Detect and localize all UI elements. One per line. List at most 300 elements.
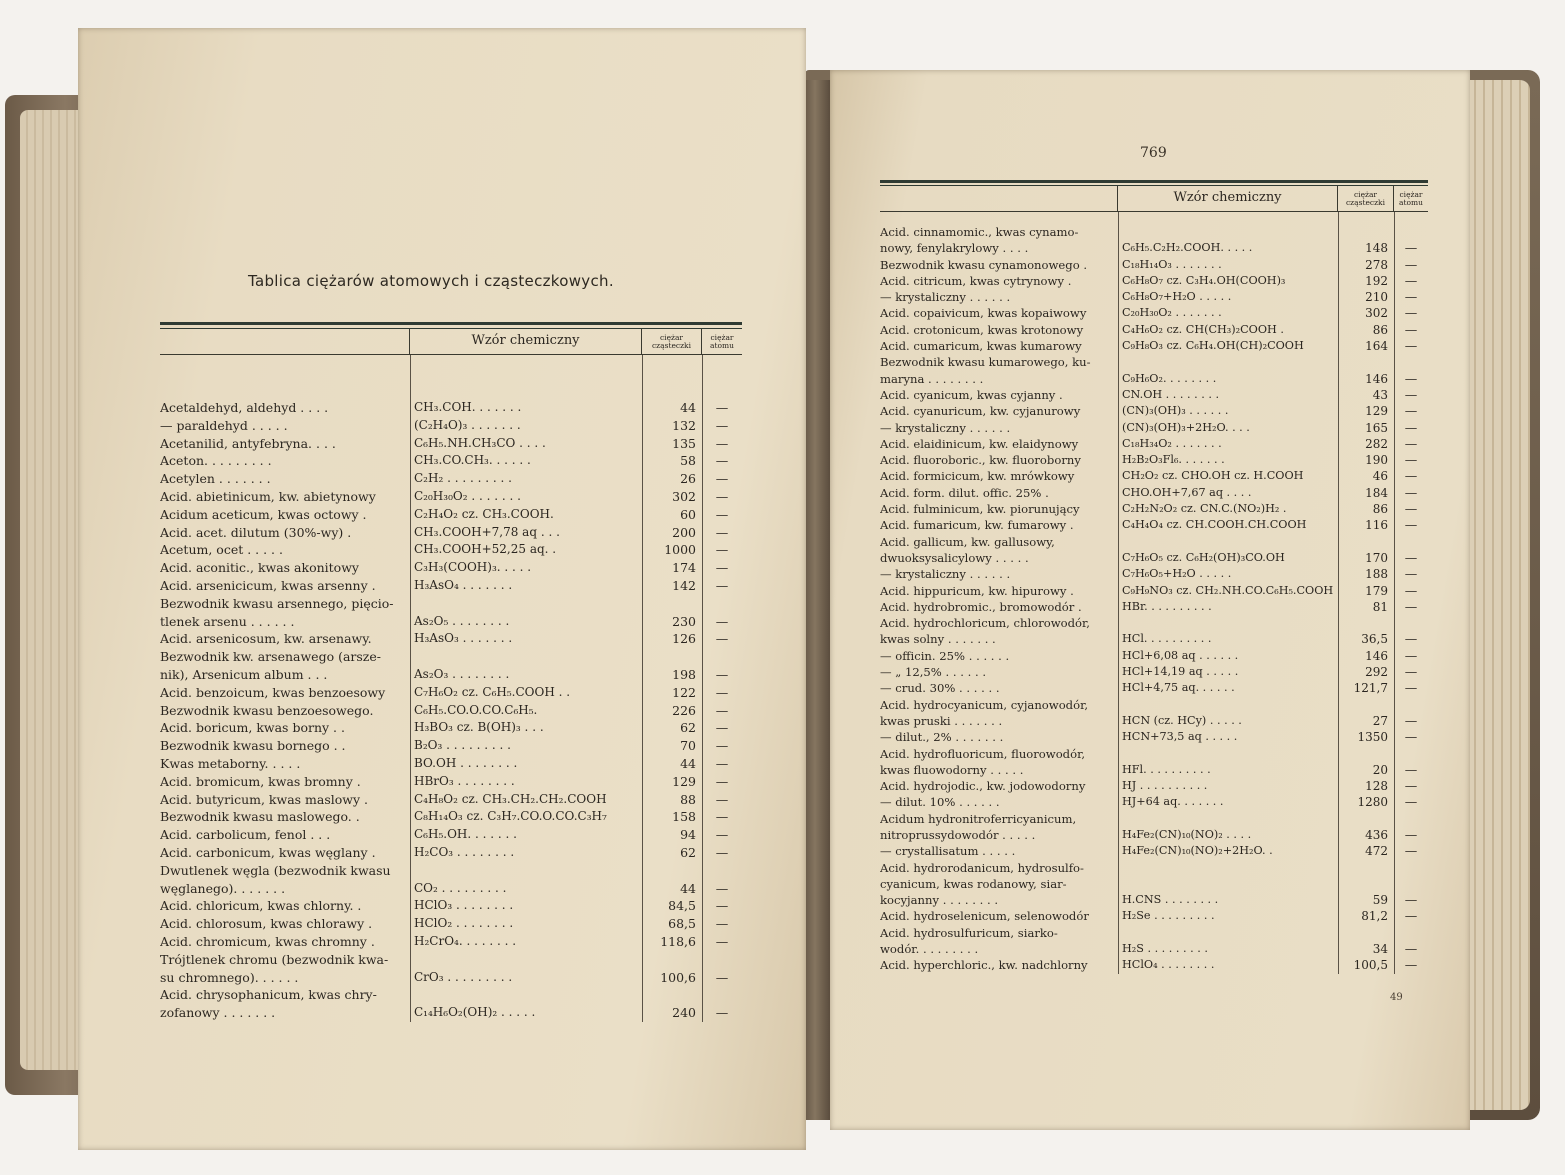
compound-name: Acid. formicicum, kw. mrówkowy bbox=[880, 469, 1075, 484]
molecular-weight: 200 bbox=[672, 524, 696, 540]
chemical-formula: CrO₃ . . . . . . . . . bbox=[414, 969, 513, 984]
compound-name: Bezwodnik kwasu maslowego. . bbox=[160, 809, 360, 825]
table-row bbox=[880, 354, 1428, 370]
atomic-weight: — bbox=[715, 524, 729, 540]
chemical-formula: HClO₂ . . . . . . . . bbox=[414, 916, 514, 931]
atomic-weight: — bbox=[715, 1005, 729, 1021]
molecular-weight: 179 bbox=[1365, 583, 1388, 598]
compound-name: cyanicum, kwas rodanowy, siar- bbox=[880, 876, 1067, 891]
table-row bbox=[160, 719, 742, 737]
table-row bbox=[880, 697, 1428, 713]
atomic-weight bbox=[702, 951, 742, 969]
compound-name: Acid. hydrochloricum, chlorowodór, bbox=[880, 616, 1090, 631]
chemical-formula: C₄H₄O₄ cz. CH.COOH.CH.COOH bbox=[1122, 518, 1307, 532]
molecular-weight: 128 bbox=[1365, 779, 1388, 794]
atomic-weight bbox=[1394, 876, 1428, 892]
atomic-weight: — bbox=[1404, 941, 1418, 957]
compound-name: kocyjanny . . . . . . . . bbox=[880, 893, 999, 908]
atomic-weight: — bbox=[1404, 631, 1418, 647]
molecular-weight: 146 bbox=[1365, 371, 1388, 386]
column-divider bbox=[410, 355, 411, 1022]
column-divider bbox=[642, 355, 643, 1022]
table-body bbox=[160, 355, 742, 1022]
table-row bbox=[880, 403, 1428, 419]
header-molecular-weight: ciężar cząsteczki bbox=[1338, 186, 1394, 211]
molecular-weight: 1000 bbox=[664, 542, 696, 558]
table-row bbox=[160, 488, 742, 506]
atomic-weight bbox=[702, 862, 742, 880]
molecular-weight bbox=[642, 951, 702, 969]
atomic-weight: — bbox=[715, 631, 729, 647]
atomic-weight: — bbox=[715, 435, 729, 451]
molecular-weight: 116 bbox=[1365, 518, 1388, 533]
molecular-weight: 192 bbox=[1365, 273, 1388, 288]
table-row bbox=[160, 435, 742, 453]
chemical-formula: C₆H₅.NH.CH₃CO . . . . bbox=[414, 435, 546, 450]
chemical-formula: HClO₄ . . . . . . . . bbox=[1122, 958, 1215, 972]
molecular-weight: 81 bbox=[1372, 599, 1388, 614]
molecular-weight: 118,6 bbox=[660, 933, 696, 949]
atomic-weight: — bbox=[715, 916, 729, 932]
compound-name: Acid. cumaricum, kwas kumarowy bbox=[880, 339, 1082, 354]
molecular-weight: 129 bbox=[1365, 404, 1388, 419]
compound-name: Bezwodnik kw. arsenawego (arsze- bbox=[160, 649, 381, 665]
atomic-weight bbox=[1394, 224, 1428, 240]
chemical-formula: HFl. . . . . . . . . . bbox=[1122, 762, 1211, 776]
molecular-weight: 158 bbox=[672, 809, 696, 825]
atomic-weight: — bbox=[1404, 729, 1418, 745]
chemical-formula: C₂H₂N₂O₂ cz. CN.C.(NO₂)H₂ . bbox=[1122, 502, 1287, 516]
molecular-weight: 190 bbox=[1365, 453, 1388, 468]
compound-name: Acid. fluoroboric., kw. fluoroborny bbox=[880, 453, 1081, 468]
compound-name: nitroprussydowodór . . . . . bbox=[880, 827, 1036, 842]
atomic-weight bbox=[1394, 811, 1428, 827]
atomic-weight bbox=[1394, 697, 1428, 713]
atomic-weight: — bbox=[1404, 256, 1418, 272]
atomic-weight bbox=[1394, 615, 1428, 631]
atomic-weight: — bbox=[1404, 664, 1418, 680]
chemical-formula: H₂CO₃ . . . . . . . . bbox=[414, 844, 515, 859]
molecular-weight: 27 bbox=[1372, 713, 1388, 728]
table-row bbox=[880, 257, 1428, 273]
compound-name: Acid. abietinicum, kw. abietynowy bbox=[160, 488, 376, 504]
table-row bbox=[160, 915, 742, 933]
molecular-weight: 126 bbox=[672, 631, 696, 647]
compound-name: Trójtlenek chromu (bezwodnik kwa- bbox=[160, 951, 389, 967]
atomic-weight: — bbox=[715, 755, 729, 771]
chemical-formula bbox=[410, 595, 642, 613]
molecular-weight bbox=[1338, 746, 1394, 762]
chemical-formula: C₂H₂ . . . . . . . . . bbox=[414, 471, 512, 486]
molecular-weight: 58 bbox=[680, 453, 696, 469]
atomic-weight: — bbox=[715, 880, 729, 896]
molecular-weight bbox=[642, 986, 702, 1004]
chemical-formula: HClO₃ . . . . . . . . bbox=[414, 898, 514, 913]
chemical-formula: CH₃.CO.CH₃. . . . . . bbox=[414, 453, 531, 468]
molecular-weight: 59 bbox=[1372, 893, 1388, 908]
table-row bbox=[160, 702, 742, 720]
atomic-weight: — bbox=[715, 506, 729, 522]
molecular-weight: 100,6 bbox=[660, 969, 696, 985]
header-formula: Wzór chemiczny bbox=[410, 329, 642, 354]
atomic-weight: — bbox=[1404, 272, 1418, 288]
table-row bbox=[160, 755, 742, 773]
table-row bbox=[880, 713, 1428, 729]
atomic-weight: — bbox=[715, 720, 729, 736]
atomic-weight: — bbox=[715, 827, 729, 843]
chemical-formula: H₂Se . . . . . . . . . bbox=[1122, 909, 1215, 923]
chemical-formula: CHO.OH+7,67 aq . . . . bbox=[1122, 485, 1252, 499]
compound-name: Acid. fulminicum, kw. piorunujący bbox=[880, 502, 1080, 517]
atomic-weight: — bbox=[1404, 289, 1418, 305]
molecular-weight bbox=[642, 862, 702, 880]
compound-name: Acid. hydrofluoricum, fluorowodór, bbox=[880, 746, 1086, 761]
molecular-weight bbox=[642, 648, 702, 666]
atomic-weight bbox=[1394, 860, 1428, 876]
chemical-formula: H₂S . . . . . . . . . bbox=[1122, 942, 1208, 956]
molecular-weight bbox=[642, 595, 702, 613]
molecular-weight: 240 bbox=[672, 1005, 696, 1021]
table-row bbox=[160, 773, 742, 791]
chemical-formula bbox=[1118, 224, 1338, 240]
compound-name: — dilut., 2% . . . . . . . bbox=[880, 730, 1004, 745]
table-row bbox=[160, 541, 742, 559]
compound-name: Acid. copaivicum, kwas kopaiwowy bbox=[880, 306, 1087, 321]
molecular-weight: 62 bbox=[680, 844, 696, 860]
chemical-formula: C₂H₄O₂ cz. CH₃.COOH. bbox=[414, 506, 554, 521]
compound-name: Acid. cyanicum, kwas cyjanny . bbox=[880, 387, 1063, 402]
compound-name: kwas solny . . . . . . . bbox=[880, 632, 996, 647]
table-row bbox=[160, 595, 742, 613]
compound-name: dwuoksysalicylowy . . . . . bbox=[880, 550, 1029, 565]
chemical-formula bbox=[1118, 354, 1338, 370]
table-row bbox=[880, 338, 1428, 354]
molecular-weight bbox=[1338, 615, 1394, 631]
atomic-weight: — bbox=[1404, 843, 1418, 859]
chemical-formula: B₂O₃ . . . . . . . . . bbox=[414, 738, 511, 753]
table-row bbox=[880, 387, 1428, 403]
molecular-weight: 68,5 bbox=[668, 916, 696, 932]
atomic-weight: — bbox=[1404, 305, 1418, 321]
table-row bbox=[160, 577, 742, 595]
atomic-weight bbox=[1394, 925, 1428, 941]
compound-name: — krystaliczny . . . . . . bbox=[880, 290, 1011, 305]
chemical-formula: H₂CrO₄. . . . . . . . bbox=[414, 933, 517, 948]
molecular-weight: 88 bbox=[680, 791, 696, 807]
table-row bbox=[160, 630, 742, 648]
table-row bbox=[160, 684, 742, 702]
molecular-weight: 1350 bbox=[1357, 730, 1388, 745]
chemical-formula: CH₃.COH. . . . . . . bbox=[414, 400, 522, 414]
compound-name: Bezwodnik kwasu cynamonowego . bbox=[880, 257, 1088, 272]
chemical-formula: C₆H₅.C₂H₂.COOH. . . . . bbox=[1122, 241, 1253, 255]
table-row bbox=[160, 648, 742, 666]
column-divider bbox=[702, 355, 703, 1022]
compound-name: su chromnego). . . . . . bbox=[160, 969, 299, 985]
compound-name: — krystaliczny . . . . . . bbox=[880, 420, 1011, 435]
atomic-weight: — bbox=[715, 542, 729, 558]
chemical-formula: HBrO₃ . . . . . . . . bbox=[414, 773, 515, 788]
molecular-weight bbox=[1338, 860, 1394, 876]
table-row bbox=[880, 762, 1428, 778]
chemical-formula: HCl+6,08 aq . . . . . . bbox=[1122, 648, 1239, 662]
compound-name: — paraldehyd . . . . . bbox=[160, 417, 288, 433]
atomic-weight: — bbox=[715, 560, 729, 576]
chemical-formula: C₄H₈O₂ cz. CH₃.CH₂.CH₂.COOH bbox=[414, 791, 607, 806]
atomic-weight: — bbox=[715, 666, 729, 682]
compound-name: Acid. cinnamomic., kwas cynamo- bbox=[880, 225, 1079, 239]
compound-name: Bezwodnik kwasu kumarowego, ku- bbox=[880, 355, 1091, 370]
atomic-weight: — bbox=[1404, 419, 1418, 435]
header-name bbox=[880, 186, 1118, 211]
chemical-formula: HCN+73,5 aq . . . . . bbox=[1122, 730, 1238, 744]
molecular-weight: 1280 bbox=[1357, 795, 1388, 810]
chemical-formula: HCN (cz. HCy) . . . . . bbox=[1122, 713, 1242, 727]
atomic-weight: — bbox=[715, 684, 729, 700]
table-row bbox=[880, 746, 1428, 762]
table-row bbox=[880, 566, 1428, 582]
chemical-formula: CH₃.COOH+7,78 aq . . . bbox=[414, 524, 560, 539]
atomic-weight: — bbox=[715, 969, 729, 985]
molecular-weight: 282 bbox=[1365, 436, 1388, 451]
chemical-formula bbox=[410, 986, 642, 1004]
table-row bbox=[880, 680, 1428, 696]
compound-name: Acid. hydrosulfuricum, siarko- bbox=[880, 925, 1058, 940]
compound-name: Acid. chloricum, kwas chlorny. . bbox=[160, 898, 362, 914]
compound-name: tlenek arsenu . . . . . . bbox=[160, 613, 295, 629]
atomic-weight: — bbox=[1404, 957, 1418, 973]
molecular-weight: 60 bbox=[680, 506, 696, 522]
molecular-weight: 62 bbox=[680, 720, 696, 736]
printer-signature: 49 bbox=[1390, 992, 1403, 1003]
molecular-weight: 472 bbox=[1365, 844, 1388, 859]
atomic-weight bbox=[1394, 534, 1428, 550]
molecular-weight bbox=[1338, 925, 1394, 941]
table-row bbox=[160, 666, 742, 684]
table-row bbox=[880, 534, 1428, 550]
atomic-weight: — bbox=[1404, 908, 1418, 924]
chemical-formula: CH₂O₂ cz. CHO.OH cz. H.COOH bbox=[1122, 469, 1304, 483]
atomic-weight: — bbox=[1404, 370, 1418, 386]
chemical-formula bbox=[1118, 534, 1338, 550]
chemical-formula bbox=[1118, 811, 1338, 827]
chemical-formula: (C₂H₄O)₃ . . . . . . . bbox=[414, 417, 521, 432]
atomic-weight: — bbox=[1404, 452, 1418, 468]
molecular-weight bbox=[1338, 534, 1394, 550]
chemical-formula bbox=[1118, 876, 1338, 892]
atomic-weight: — bbox=[715, 417, 729, 433]
molecular-weight: 86 bbox=[1372, 322, 1388, 337]
molecular-weight: 132 bbox=[672, 417, 696, 433]
chemical-formula: H₃BO₃ cz. B(OH)₃ . . . bbox=[414, 720, 544, 735]
table-row bbox=[160, 791, 742, 809]
compound-name: Acid. fumaricum, kw. fumarowy . bbox=[880, 518, 1074, 533]
chemical-formula: C₇H₆O₅ cz. C₆H₂(OH)₃CO.OH bbox=[1122, 550, 1285, 564]
table-row bbox=[880, 420, 1428, 436]
table-row bbox=[880, 240, 1428, 256]
atomic-weight bbox=[1394, 746, 1428, 762]
compound-name: Acid. chrysophanicum, kwas chry- bbox=[160, 987, 377, 1003]
chemical-formula: As₂O₅ . . . . . . . . bbox=[414, 613, 510, 628]
chemical-formula: (CN)₃(OH)₃ . . . . . . bbox=[1122, 404, 1229, 418]
table-row bbox=[880, 941, 1428, 957]
compound-name: Acidum aceticum, kwas octowy . bbox=[160, 506, 367, 522]
table-row bbox=[880, 501, 1428, 517]
table-row bbox=[880, 860, 1428, 876]
chemical-formula: C₂₀H₃₀O₂ . . . . . . . bbox=[414, 488, 521, 503]
molecular-weight: 170 bbox=[1365, 550, 1388, 565]
chemical-formula: H₂B₂O₃Fl₆. . . . . . . bbox=[1122, 453, 1225, 467]
atomic-weight: — bbox=[1404, 484, 1418, 500]
table-row bbox=[160, 951, 742, 969]
table-row bbox=[880, 517, 1428, 533]
compound-name: Acid. carbolicum, fenol . . . bbox=[160, 827, 331, 843]
table-row bbox=[880, 648, 1428, 664]
chemical-formula: C₆H₈O₇+H₂O . . . . . bbox=[1122, 290, 1232, 304]
table-row bbox=[880, 876, 1428, 892]
compound-name: Acid. boricum, kwas borny . . bbox=[160, 720, 345, 736]
compound-name: — krystaliczny . . . . . . bbox=[880, 567, 1011, 582]
molecular-weight: 146 bbox=[1365, 648, 1388, 663]
table-row bbox=[880, 485, 1428, 501]
molecular-weight: 100,5 bbox=[1353, 958, 1388, 973]
compound-name: zofanowy . . . . . . . bbox=[160, 1005, 276, 1021]
chemical-formula bbox=[410, 648, 642, 666]
chemical-formula: C₆H₅.CO.O.CO.C₆H₅. bbox=[414, 702, 538, 717]
table-row bbox=[160, 844, 742, 862]
atomic-weight: — bbox=[715, 577, 729, 593]
atomic-weight: — bbox=[715, 471, 729, 487]
atomic-weight: — bbox=[1404, 778, 1418, 794]
table-row bbox=[880, 468, 1428, 484]
molecular-weight: 81,2 bbox=[1361, 909, 1388, 924]
compound-name: Acid. citricum, kwas cytrynowy . bbox=[880, 273, 1072, 288]
column-divider bbox=[1338, 212, 1339, 974]
table-row bbox=[880, 322, 1428, 338]
chemical-formula: C₉H₆O₂. . . . . . . . bbox=[1122, 371, 1217, 385]
table-row bbox=[880, 827, 1428, 843]
molecular-weight: 36,5 bbox=[1361, 632, 1388, 647]
chemical-formula: H₃AsO₃ . . . . . . . bbox=[414, 631, 513, 646]
compound-name: Acid. cyanuricum, kw. cyjanurowy bbox=[880, 404, 1081, 419]
atomic-weight: — bbox=[1404, 582, 1418, 598]
molecular-weight: 184 bbox=[1365, 485, 1388, 500]
table-row bbox=[880, 371, 1428, 387]
molecular-weight: 44 bbox=[680, 755, 696, 771]
chemical-formula: HJ+64 aq. . . . . . . bbox=[1122, 795, 1224, 809]
atomic-weight bbox=[702, 648, 742, 666]
molecular-weight: 302 bbox=[1365, 306, 1388, 321]
molecular-weight: 302 bbox=[672, 488, 696, 504]
compound-name: Bezwodnik kwasu arsennego, pięcio- bbox=[160, 595, 394, 611]
compound-name: Acid. arsenicicum, kwas arsenny . bbox=[160, 577, 376, 593]
table-row bbox=[880, 436, 1428, 452]
table-row bbox=[880, 550, 1428, 566]
compound-name: kwas pruski . . . . . . . bbox=[880, 713, 1003, 728]
chemical-formula: BO.OH . . . . . . . . bbox=[414, 755, 518, 770]
atomic-weight: — bbox=[715, 844, 729, 860]
compound-name: kwas fluowodorny . . . . . bbox=[880, 762, 1024, 777]
compound-name: Acid. elaidinicum, kw. elaidynowy bbox=[880, 436, 1079, 451]
table-header bbox=[880, 186, 1428, 212]
compound-name: Acid. hydroselenicum, selenowodór bbox=[880, 909, 1089, 924]
molecular-weight: 135 bbox=[672, 435, 696, 451]
molecular-weight: 278 bbox=[1365, 257, 1388, 272]
compound-name: — officin. 25% . . . . . . bbox=[880, 648, 1010, 663]
table-row bbox=[880, 273, 1428, 289]
compound-name: Acid. benzoicum, kwas benzoesowy bbox=[160, 684, 386, 700]
atomic-weight: — bbox=[1404, 712, 1418, 728]
table-row bbox=[160, 808, 742, 826]
compound-name: Acetum, ocet . . . . . bbox=[160, 542, 283, 558]
table-row bbox=[160, 969, 742, 987]
molecular-weight: 226 bbox=[672, 702, 696, 718]
chemical-formula: C₆H₈O₇ cz. C₃H₄.OH(COOH)₃ bbox=[1122, 273, 1286, 287]
left-weights-table bbox=[160, 322, 742, 1022]
atomic-weight: — bbox=[1404, 386, 1418, 402]
table-row bbox=[160, 1004, 742, 1022]
chemical-formula: H₄Fe₂(CN)₁₀(NO)₂+2H₂O. . bbox=[1122, 844, 1273, 858]
table-row bbox=[880, 664, 1428, 680]
atomic-weight: — bbox=[715, 488, 729, 504]
chemical-formula: H₃AsO₄ . . . . . . . bbox=[414, 577, 513, 592]
compound-name: Acid. acet. dilutum (30%-wy) . bbox=[160, 524, 352, 540]
header-formula: Wzór chemiczny bbox=[1118, 186, 1338, 211]
chemical-formula: HBr. . . . . . . . . . bbox=[1122, 599, 1212, 613]
table-row bbox=[880, 794, 1428, 810]
compound-name: Acid. hippuricum, kw. hipurowy . bbox=[880, 583, 1074, 598]
compound-name: Acid. crotonicum, kwas krotonowy bbox=[880, 322, 1084, 337]
table-row bbox=[160, 897, 742, 915]
atomic-weight: — bbox=[715, 898, 729, 914]
atomic-weight: — bbox=[1404, 826, 1418, 842]
atomic-weight: — bbox=[1404, 321, 1418, 337]
molecular-weight: 436 bbox=[1365, 827, 1388, 842]
compound-name: nik), Arsenicum album . . . bbox=[160, 666, 328, 682]
chemical-formula bbox=[410, 951, 642, 969]
table-row bbox=[160, 737, 742, 755]
header-name bbox=[160, 329, 410, 354]
molecular-weight: 164 bbox=[1365, 339, 1388, 354]
atomic-weight: — bbox=[1404, 403, 1418, 419]
chemical-formula bbox=[1118, 925, 1338, 941]
right-weights-table bbox=[880, 180, 1428, 974]
table-row bbox=[880, 224, 1428, 240]
table-row bbox=[880, 778, 1428, 794]
molecular-weight: 70 bbox=[680, 738, 696, 754]
atomic-weight: — bbox=[1404, 680, 1418, 696]
header-atomic-weight: ciężar atomu bbox=[710, 332, 734, 350]
compound-name: Acid. hydrocyanicum, cyjanowodór, bbox=[880, 697, 1089, 712]
atomic-weight: — bbox=[715, 702, 729, 718]
chemical-formula: C₃H₃(COOH)₃. . . . . bbox=[414, 560, 532, 575]
chemical-formula: C₇H₆O₅+H₂O . . . . . bbox=[1122, 567, 1232, 581]
column-divider bbox=[1394, 212, 1395, 974]
chemical-formula: C₂₀H₃₀O₂ . . . . . . . bbox=[1122, 306, 1222, 320]
table-row bbox=[880, 599, 1428, 615]
table-row bbox=[160, 506, 742, 524]
chemical-formula: HCl+14,19 aq . . . . . bbox=[1122, 665, 1239, 679]
table-row bbox=[880, 925, 1428, 941]
chemical-formula: C₉H₈O₃ cz. C₆H₄.OH(CH)₂COOH bbox=[1122, 339, 1304, 353]
atomic-weight: — bbox=[715, 453, 729, 469]
page-title: Tablica ciężarów atomowych i cząsteczkowych. bbox=[248, 272, 614, 290]
atomic-weight: — bbox=[1404, 468, 1418, 484]
page-number: 769 bbox=[1140, 145, 1167, 161]
molecular-weight: 165 bbox=[1365, 420, 1388, 435]
atomic-weight bbox=[1394, 354, 1428, 370]
molecular-weight: 148 bbox=[1365, 241, 1388, 256]
